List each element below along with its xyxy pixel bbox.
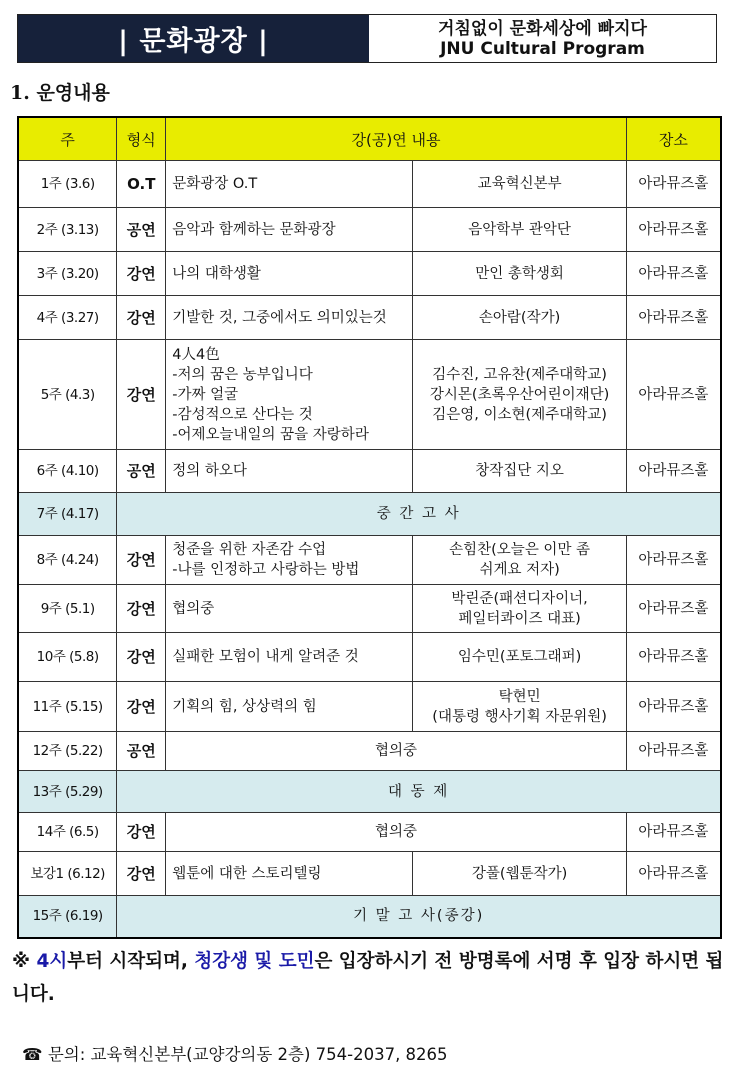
column-header: 장소 (626, 117, 721, 161)
table-row (18, 813, 721, 852)
table-row (18, 852, 721, 896)
type-cell: 강연 (117, 296, 166, 340)
column-header: 형식 (117, 117, 166, 161)
speaker-cell-line: 김수진, 고유찬(제주대학교) (432, 366, 607, 383)
speaker-cell-line: 손아람(작가) (478, 309, 561, 326)
week-cell: 보강1 (6.12) (18, 852, 117, 896)
table-row (18, 732, 721, 771)
content-cell (166, 682, 413, 732)
event-cell: 중 간 고 사 (117, 493, 721, 536)
notice-text: 부터 시작되며, (67, 951, 195, 972)
type-cell: O.T (117, 161, 166, 208)
content-cell-line: 나의 대학생활 (172, 265, 261, 282)
content-cell (166, 852, 413, 896)
notice-mark: ※ (12, 951, 30, 972)
speaker-cell (413, 252, 626, 296)
table-row (18, 208, 721, 252)
content-cell-line: -감성적으로 산다는 것 (172, 406, 313, 423)
table-row (18, 536, 721, 585)
type-cell: 강연 (117, 252, 166, 296)
content-cell-line: 협의중 (172, 600, 215, 617)
week-cell: 3주 (3.20) (18, 252, 117, 296)
content-cell-line: -나를 인정하고 사랑하는 방법 (172, 562, 360, 578)
notice (12, 945, 732, 1011)
column-header: 강(공)연 내용 (166, 117, 626, 161)
week-cell: 13주 (5.29) (18, 771, 117, 813)
speaker-cell (413, 852, 626, 896)
week-cell: 4주 (3.27) (18, 296, 117, 340)
table-row (18, 340, 721, 450)
schedule-table (17, 116, 722, 939)
table-row (18, 161, 721, 208)
content-cell (166, 340, 413, 450)
table-row (18, 896, 721, 938)
week-cell: 10주 (5.8) (18, 633, 117, 682)
content-cell-line: 정의 하오다 (172, 463, 247, 479)
week-cell: 9주 (5.1) (18, 585, 117, 633)
banner (17, 14, 717, 63)
content-cell (166, 252, 413, 296)
content-cell (166, 633, 413, 682)
speaker-cell (413, 208, 626, 252)
place-cell: 아라뮤즈홀 (626, 296, 721, 340)
content-cell (166, 585, 413, 633)
event-cell: 기 말 고 사(종강) (117, 896, 721, 938)
content-cell (166, 450, 413, 493)
content-cell-line: 4人4色 (172, 346, 220, 363)
content-cell-line: -저의 꿈은 농부입니다 (172, 366, 313, 383)
week-cell: 11주 (5.15) (18, 682, 117, 732)
section-title: 1. 운영내용 (10, 82, 110, 104)
type-cell: 강연 (117, 633, 166, 682)
week-cell: 7주 (4.17) (18, 493, 117, 536)
speaker-cell-line: 임수민(포토그래퍼) (457, 649, 582, 665)
week-cell: 1주 (3.6) (18, 161, 117, 208)
banner-title: | 문화광장 | (18, 15, 369, 62)
content-cell-line: 실패한 모험이 내게 알려준 것 (172, 649, 359, 665)
speaker-cell (413, 450, 626, 493)
week-cell: 15주 (6.19) (18, 896, 117, 938)
content-cell-line: 기획의 힘, 상상력의 힘 (172, 698, 317, 715)
speaker-cell (413, 633, 626, 682)
table-row (18, 771, 721, 813)
speaker-cell-line: 강시몬(초록우산어린이재단) (429, 386, 610, 403)
notice-audience: 청강생 및 도민 (194, 951, 315, 972)
content-cell-line: 기발한 것, 그중에서도 의미있는것 (172, 309, 387, 326)
type-cell: 강연 (117, 536, 166, 585)
contact-text: 문의: 교육혁신본부(교양강의동 2층) 754-2037, 8265 (47, 1045, 448, 1064)
type-cell: 강연 (117, 340, 166, 450)
column-header: 주 (18, 117, 117, 161)
speaker-cell-line: 강풀(웹툰작가) (471, 865, 568, 882)
speaker-cell-line: 손힘찬(오늘은 이만 좀 (449, 542, 591, 558)
speaker-cell (413, 536, 626, 585)
speaker-cell-line: 박린준(패션디자이너, (451, 590, 588, 607)
table-row (18, 493, 721, 536)
contact-info (22, 1041, 448, 1065)
speaker-cell (413, 340, 626, 450)
place-cell: 아라뮤즈홀 (626, 633, 721, 682)
week-cell: 5주 (4.3) (18, 340, 117, 450)
speaker-cell-line: 만인 총학생회 (475, 265, 564, 282)
table-row (18, 296, 721, 340)
speaker-cell-line: 교육혁신본부 (477, 176, 562, 192)
speaker-cell-line: 음악학부 관악단 (468, 221, 571, 238)
type-cell: 공연 (117, 732, 166, 771)
notice-time: 4시 (36, 951, 68, 972)
type-cell: 강연 (117, 682, 166, 732)
speaker-cell-line: 창작집단 지오 (475, 463, 564, 479)
banner-slogan: 거침없이 문화세상에 빠지다 (438, 18, 647, 39)
place-cell: 아라뮤즈홀 (626, 161, 721, 208)
place-cell: 아라뮤즈홀 (626, 252, 721, 296)
content-cell: 협의중 (166, 732, 626, 771)
content-cell: 협의중 (166, 813, 626, 852)
speaker-cell-line: 김은영, 이소현(제주대학교) (432, 406, 607, 423)
content-cell (166, 536, 413, 585)
speaker-cell (413, 296, 626, 340)
content-cell-line: 웹툰에 대한 스토리텔링 (172, 865, 322, 882)
table-row (18, 633, 721, 682)
speaker-cell-line: 쉬게요 저자) (479, 562, 560, 578)
week-cell: 2주 (3.13) (18, 208, 117, 252)
table-row (18, 682, 721, 732)
banner-subtitle: JNU Cultural Program (440, 38, 645, 59)
content-cell-line: -어제오늘내일의 꿈을 자랑하라 (172, 426, 369, 443)
content-cell (166, 161, 413, 208)
speaker-cell-line: 페일터콰이즈 대표) (458, 610, 581, 627)
content-cell-line: 청준을 위한 자존감 수업 (172, 542, 327, 558)
type-cell: 공연 (117, 450, 166, 493)
table-row (18, 450, 721, 493)
content-cell-line: 음악과 함께하는 문화광장 (172, 221, 336, 238)
speaker-cell-line: 탁현민 (498, 688, 541, 705)
week-cell: 14주 (6.5) (18, 813, 117, 852)
speaker-cell (413, 585, 626, 633)
place-cell: 아라뮤즈홀 (626, 208, 721, 252)
place-cell: 아라뮤즈홀 (626, 813, 721, 852)
content-cell-line: 문화광장 O.T (172, 176, 258, 192)
speaker-cell (413, 161, 626, 208)
place-cell: 아라뮤즈홀 (626, 682, 721, 732)
place-cell: 아라뮤즈홀 (626, 852, 721, 896)
week-cell: 12주 (5.22) (18, 732, 117, 771)
type-cell: 강연 (117, 813, 166, 852)
place-cell: 아라뮤즈홀 (626, 536, 721, 585)
table-row (18, 252, 721, 296)
event-cell: 대 동 제 (117, 771, 721, 813)
type-cell: 공연 (117, 208, 166, 252)
content-cell (166, 296, 413, 340)
place-cell: 아라뮤즈홀 (626, 450, 721, 493)
type-cell: 강연 (117, 585, 166, 633)
place-cell: 아라뮤즈홀 (626, 732, 721, 771)
place-cell: 아라뮤즈홀 (626, 585, 721, 633)
content-cell-line: -가짜 얼굴 (172, 386, 239, 403)
week-cell: 6주 (4.10) (18, 450, 117, 493)
notice-text: 은 입장하시기 전 방명록에 서명 후 입장 하시면 됩니다. (12, 951, 724, 1005)
place-cell: 아라뮤즈홀 (626, 340, 721, 450)
type-cell: 강연 (117, 852, 166, 896)
week-cell: 8주 (4.24) (18, 536, 117, 585)
table-row (18, 585, 721, 633)
content-cell (166, 208, 413, 252)
speaker-cell-line: (대통령 행사기획 자문위원) (432, 708, 607, 725)
speaker-cell (413, 682, 626, 732)
phone-icon: ☎ (22, 1045, 43, 1064)
